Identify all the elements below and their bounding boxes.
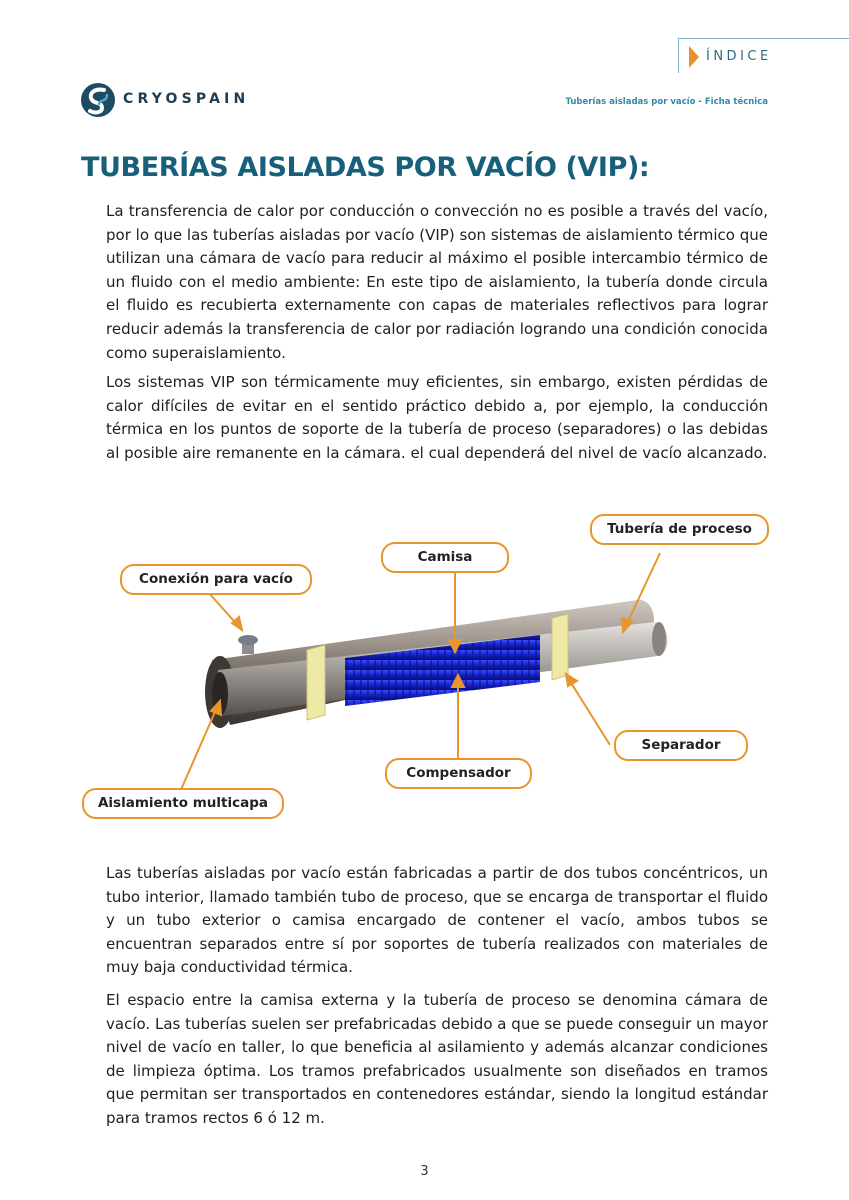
index-link[interactable]	[678, 38, 849, 73]
label-camisa: Camisa	[381, 542, 509, 573]
document-subtitle: Tuberías aisladas por vacío - Ficha técnica	[565, 97, 768, 107]
label-compensador: Compensador	[385, 758, 532, 789]
arrow-aislamiento	[180, 705, 218, 792]
label-conexion-vacio: Conexión para vacío	[120, 564, 312, 595]
paragraph-2: Los sistemas VIP son térmicamente muy eficientes, sin embargo, existen pérdidas de calor difíciles de evitar en el sentido práctico debido a, por ejemplo, la conducción térmica en los puntos de soporte de la tubería de proceso (separadores) o las debidas al posible aire remanente en la cámara. el cual dependerá del nivel de vacío alcanzado.	[106, 373, 768, 462]
label-separador: Separador	[614, 730, 748, 761]
spacer-right	[552, 614, 568, 680]
paragraph-3: Las tuberías aisladas por vacío están fabricadas a partir de dos tubos concéntricos, un tubo interior, llamado también tubo de proceso, que se encarga de transportar el fluido y un tubo exterior o camisa encargado de contener el vacío, ambos tubos se encuentran separados entre sí por soportes de tubería realizados con materiales de muy baja conductividad térmica.	[106, 864, 768, 977]
label-tuberia-proceso: Tubería de proceso	[590, 514, 769, 545]
page-title: TUBERÍAS AISLADAS POR VACÍO (VIP):	[81, 152, 650, 183]
vacuum-port-cap	[238, 635, 258, 645]
arrow-separador	[568, 678, 610, 745]
process-pipe-far-end	[652, 622, 666, 656]
brand-name: CRYOSPAIN	[123, 91, 250, 107]
arrow-icon	[689, 46, 699, 68]
label-aislamiento-multicapa: Aislamiento multicapa	[82, 788, 284, 819]
cryospain-logo-icon	[80, 82, 116, 118]
vip-pipe-diagram	[80, 510, 780, 834]
paragraph-1: La transferencia de calor por conducción o convección no es posible a través del vacío, por lo que las tuberías aisladas por vacío (VIP) son sistemas de aislamiento térmico que utilizan una cámara de vacío para reducir al máximo el posible intercambio térmico de un fluido con el medio ambiente: En este tipo de aislamiento, la tubería donde circula el fluido es recubierta externamente con capas de materiales reflectivos para lograr reducir además la transferencia de calor por radiación logrando una condición conocida como superaislamiento.	[106, 202, 768, 362]
page-number: 3	[420, 1164, 429, 1179]
paragraph-4: El espacio entre la camisa externa y la tubería de proceso se denomina cámara de vacío. Las tuberías suelen ser prefabricadas debido a que se puede conseguir un mayor nivel de vacío en taller, lo que beneficia al asilamiento y además alcanzar condiciones de limpieza óptima. Los tramos prefabricados usualmente son diseñados en tramos que permitan ser transportados en contenedores estándar, siendo la longitud estándar para tramos rectos 6 ó 12 m.	[106, 991, 768, 1127]
spacer-left	[307, 645, 325, 720]
arrowhead-conexion	[232, 617, 242, 630]
arrowhead-separador	[566, 674, 577, 686]
index-label: ÍNDICE	[706, 49, 772, 64]
